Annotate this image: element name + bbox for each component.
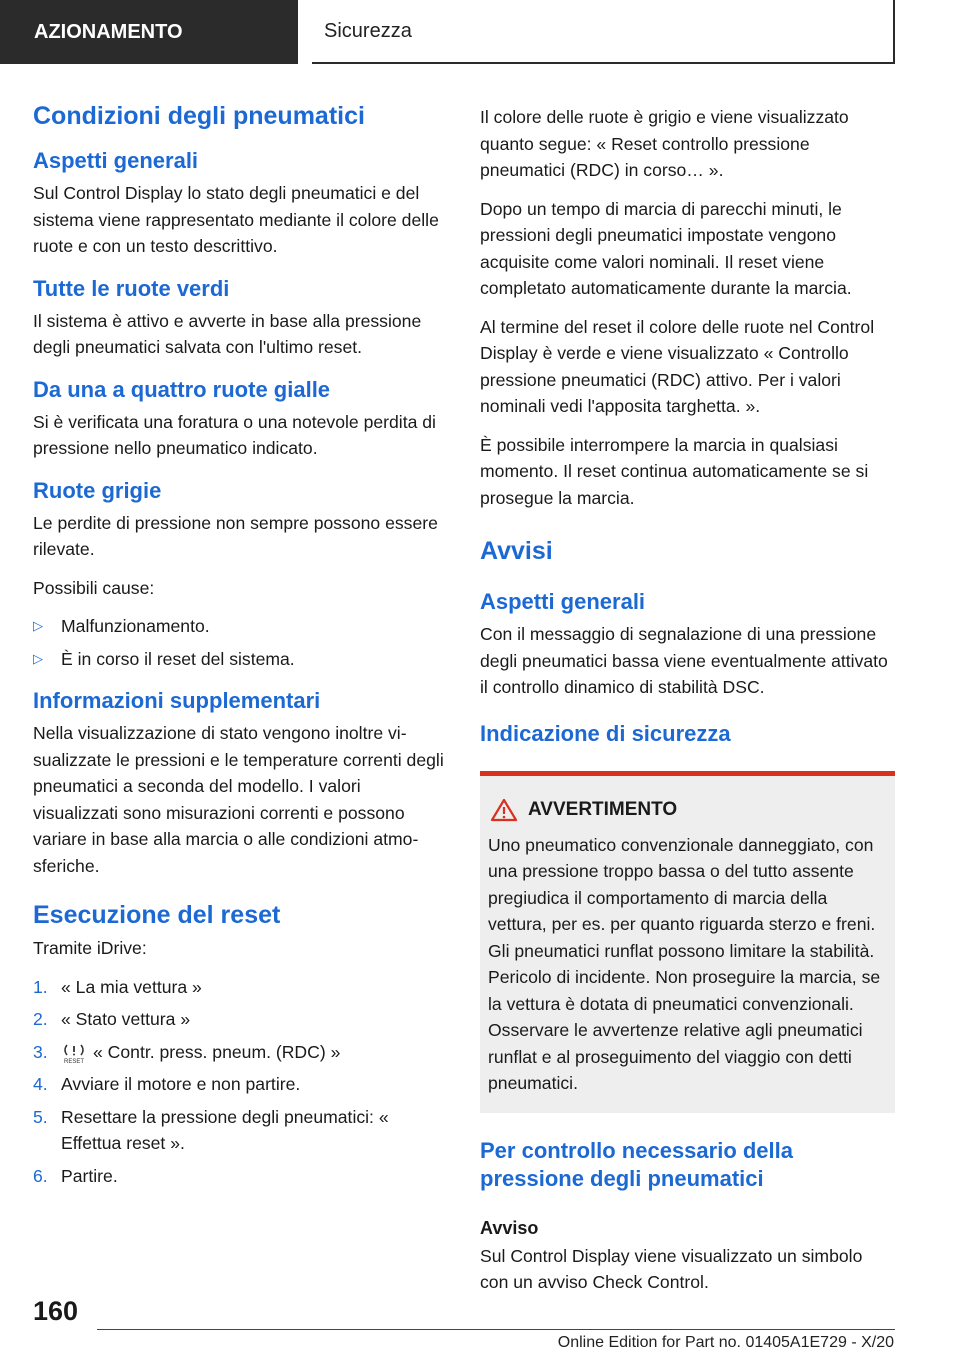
list-item: ▷ È in corso il reset del sistema. <box>33 646 448 673</box>
rdc-reset-icon <box>61 1042 87 1064</box>
tire-conditions-title: Condizioni degli pneumatici <box>33 102 365 130</box>
warning-triangle-icon <box>490 798 518 822</box>
all-green-text: Il sistema è attivo e avverte in base alla pressione degli pneumatici salvata con l'ultimo reset. <box>33 310 422 357</box>
check-text: Sul Control Display viene visualizzato un simbolo con un avviso Check Control. <box>480 1245 863 1292</box>
list-item: 6. Partire. <box>33 1165 118 1186</box>
yellow-heading: Da una a quattro ruote gialle <box>33 376 331 402</box>
footer-rule <box>97 1329 895 1330</box>
notices-title: Avvisi <box>480 537 553 565</box>
page-number: 160 <box>33 1296 79 1326</box>
reset-title: Esecuzione del reset <box>33 901 281 929</box>
general-heading: Aspetti generali <box>33 148 199 173</box>
notice-subheading: Avviso <box>480 1217 539 1238</box>
reset-complete-text: Al termine del reset il colore delle ruote nel Control Display è verde e viene visualizzato « Controllo pressione pneumatici (RDC) attivo. Per i valori nominali vedi l'apposita targhetta. ». <box>480 316 875 416</box>
header-section: AZIONAMENTO <box>0 0 298 64</box>
warning-header <box>488 798 887 822</box>
list-item: 4. Avviare il motore e non partire. <box>33 1074 301 1094</box>
nominal-values-text: Dopo un tempo di marcia di parecchi minuti, le pressioni degli pneumatici impostate vengono acquisite come valori nominali. Il reset viene completato automaticamente durante la marcia. <box>480 198 852 298</box>
reset-steps <box>33 974 448 1190</box>
triangle-bullet-icon: ▷ <box>33 618 43 633</box>
header-subsection: Sicurezza <box>312 0 895 64</box>
list-item: ▷ Malfunzionamento. <box>33 613 448 640</box>
warning-text: Uno pneumatico convenzionale danneggiato, con una pressione troppo bassa o del tutto assente pregiudica il comportamento di marcia della vettura, per es. per quanto riguarda sterzo e freni. Gli pneumatici runflat possono limitare la stabilità. Pericolo di incidente. Non proseguire la marcia, se la vettura è dotata di pneumatici convenzionali. Osservare le avvertenze relative agli pneumatici runflat e al proseguimento del viaggio con detti pneumatici. <box>488 834 881 1093</box>
yellow-text: Si è verificata una foratura o una notevole perdita di pressione nello pneumatico indicato. <box>33 411 436 458</box>
general-text: Sul Control Display lo stato degli pneumatici e del sistema viene rappresentato mediante il colore delle ruote e con un testo descrittivo. <box>33 183 439 256</box>
grey-heading: Ruote grigie <box>33 477 162 503</box>
idrive-intro: Tramite iDrive: <box>33 938 147 958</box>
list-item: 5. Resettare la pressione degli pneumatici: « Effettua reset ». <box>33 1106 389 1153</box>
svg-text:RESET: RESET <box>63 1058 85 1064</box>
check-heading: Per controllo necessario della pressione degli pneumatici <box>480 1137 794 1191</box>
info-heading: Informazioni supplementari <box>33 688 321 713</box>
info-text: Nella visualizzazione di stato vengono inoltre visualizzate le pressioni e le temperature correnti degli pneumatici a seconda del modello. I valori visualizzati sono misurazioni correnti e possono variare in base alla marcia o alle condizioni atmosferiche. <box>33 723 444 876</box>
left-column <box>33 100 448 1201</box>
causes-list <box>33 613 448 672</box>
warning-box <box>480 776 895 1113</box>
safety-heading: Indicazione di sicurezza <box>480 720 731 746</box>
list-item: 1. « La mia vettura » <box>33 976 202 997</box>
all-green-heading: Tutte le ruote verdi <box>33 275 230 301</box>
warning-label: AVVERTIMENTO <box>528 798 678 820</box>
interrupt-text: È possibile interrompere la marcia in qualsiasi momento. Il reset continua automaticamente se si prosegue la marcia. <box>480 434 869 508</box>
right-column <box>480 104 895 1308</box>
grey-text: Le perdite di pressione non sempre possono essere rilevate. <box>33 512 438 559</box>
list-item: 2. « Stato vettura » <box>33 1009 191 1029</box>
notices-general-heading: Aspetti generali <box>480 589 646 614</box>
causes-intro: Possibili cause: <box>33 577 155 598</box>
footer-edition: Online Edition for Part no. 01405A1E729 - X/20 <box>557 1334 894 1351</box>
reset-progress-text: Il colore delle ruote è grigio e viene visualizzato quanto segue: « Reset controllo pressione pneumatici (RDC) in corso… ». <box>480 107 849 180</box>
list-item: 3. RESET « Contr. press. pneum. (RDC) » <box>33 1041 341 1064</box>
notices-general-text: Con il messaggio di segnalazione di una pressione degli pneumatici bassa viene eventualmente attivato il controllo dinamico di stabilità DSC. <box>480 624 888 697</box>
triangle-bullet-icon: ▷ <box>33 650 43 666</box>
